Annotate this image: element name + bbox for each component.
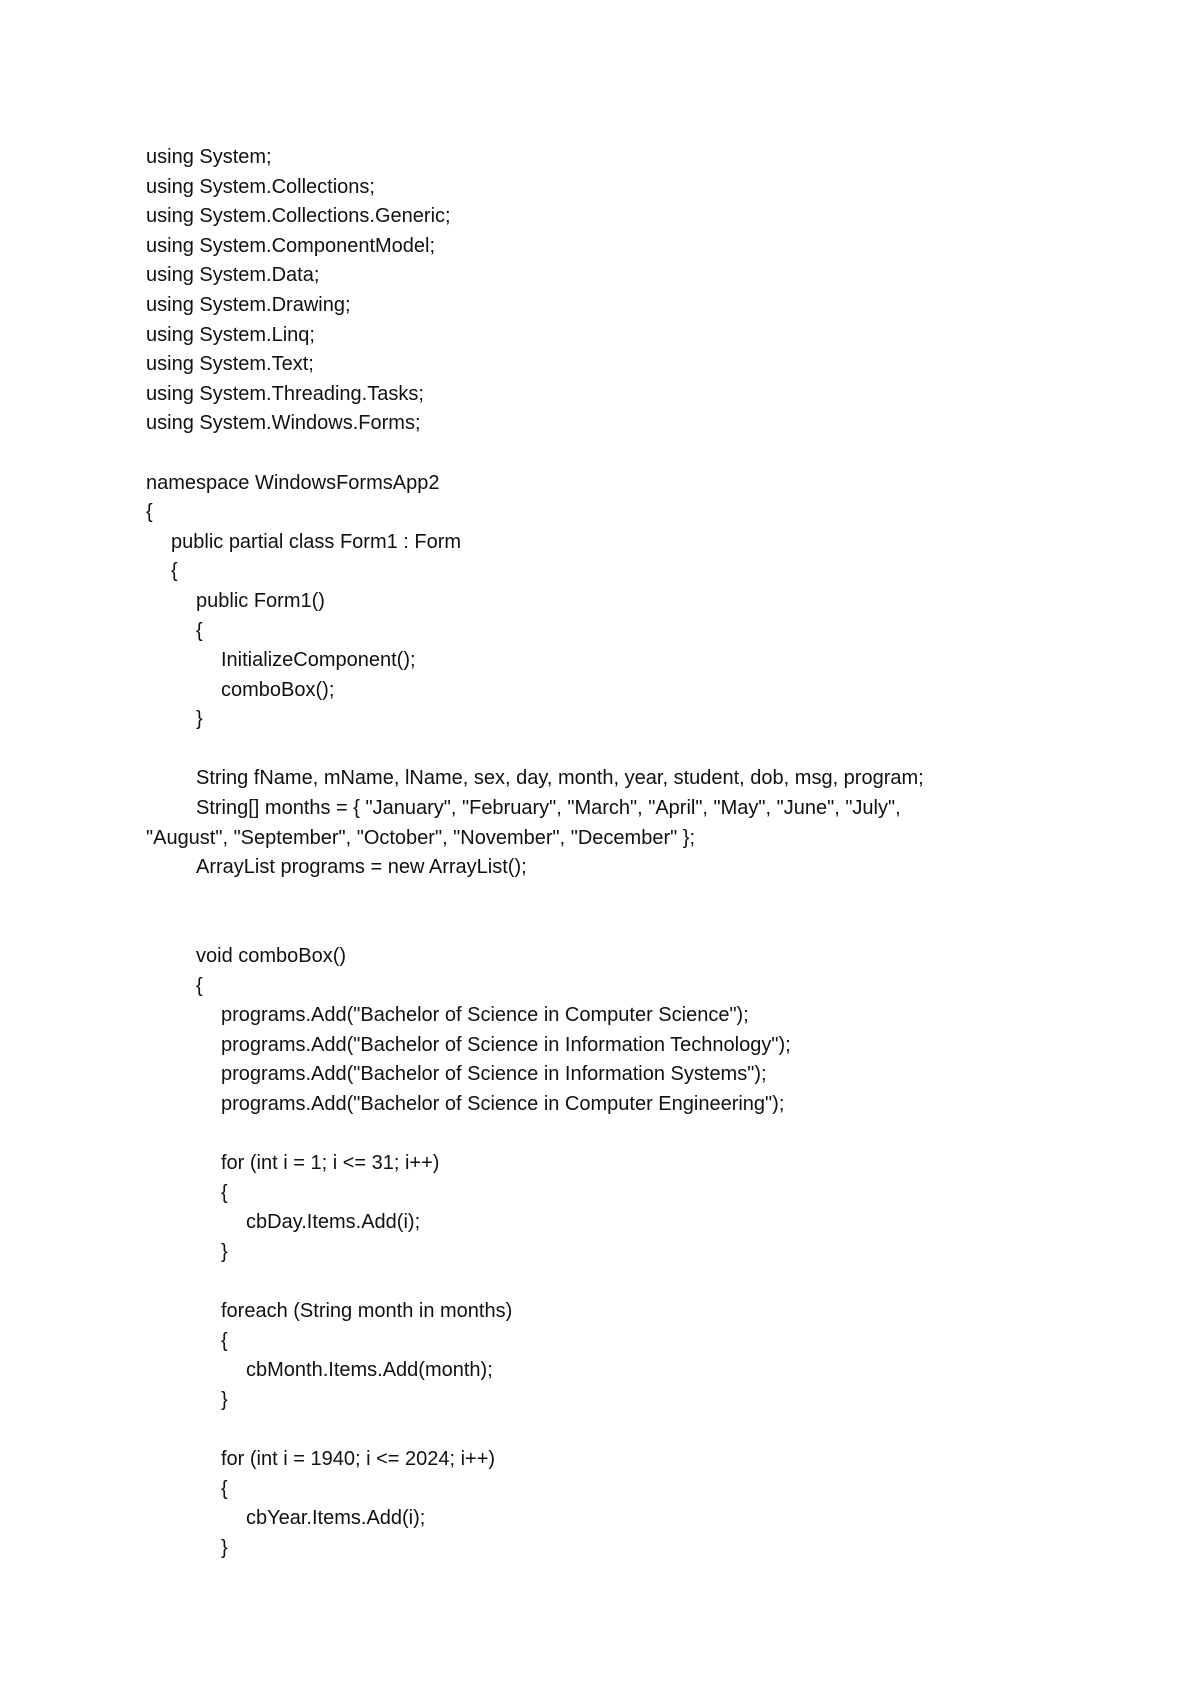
- code-line: [146, 883, 1146, 913]
- code-line: using System.Data;: [146, 264, 320, 287]
- code-line: using System.Linq;: [146, 323, 315, 346]
- code-line: {: [196, 619, 203, 642]
- code-line: }: [221, 1240, 228, 1263]
- code-line: }: [196, 708, 203, 731]
- code-line: String[] months = { "January", "February", "March", "April", "May", "June", "July",: [196, 797, 901, 820]
- code-line: String fName, mName, lName, sex, day, month, year, student, dob, msg, program;: [196, 767, 924, 790]
- code-line: using System.Collections.Generic;: [146, 205, 451, 228]
- code-line: {: [221, 1329, 228, 1352]
- code-line: ArrayList programs = new ArrayList();: [196, 856, 527, 879]
- code-line: programs.Add("Bachelor of Science in Information Technology");: [221, 1033, 791, 1056]
- code-line: programs.Add("Bachelor of Science in Computer Science");: [221, 1004, 749, 1027]
- code-line: for (int i = 1940; i <= 2024; i++): [221, 1448, 496, 1471]
- code-line: using System.ComponentModel;: [146, 234, 436, 257]
- code-line: }: [221, 1388, 228, 1411]
- code-line: comboBox();: [221, 678, 335, 701]
- code-line: cbMonth.Items.Add(month);: [246, 1359, 493, 1382]
- code-line: programs.Add("Bachelor of Science in Computer Engineering");: [221, 1093, 785, 1115]
- code-line: using System.Text;: [146, 353, 314, 376]
- code-line: cbDay.Items.Add(i);: [246, 1211, 421, 1234]
- code-line: public partial class Form1 : Form: [171, 530, 462, 553]
- code-line: InitializeComponent();: [221, 649, 416, 672]
- code-line: [146, 735, 1146, 765]
- code-line: [146, 1120, 1146, 1150]
- code-line: {: [221, 1477, 228, 1500]
- code-line: {: [196, 974, 203, 997]
- code-line: {: [221, 1181, 228, 1204]
- code-line: "August", "September", "October", "November", "December" };: [146, 826, 695, 849]
- code-line: void comboBox(): [196, 945, 347, 968]
- code-line: using System.Drawing;: [146, 293, 351, 316]
- code-line: [146, 1268, 1146, 1298]
- code-line: for (int i = 1; i <= 31; i++): [221, 1152, 440, 1175]
- code-line: using System;: [146, 146, 272, 168]
- code-line: cbYear.Items.Add(i);: [246, 1507, 426, 1530]
- code-line: [146, 912, 1146, 942]
- code-line: namespace WindowsFormsApp2: [146, 471, 440, 494]
- code-line: programs.Add("Bachelor of Science in Information Systems");: [221, 1063, 767, 1086]
- code-line: foreach (String month in months): [221, 1300, 513, 1323]
- code-line: [146, 1416, 1146, 1446]
- code-line: {: [171, 560, 178, 583]
- code-line: public Form1(): [196, 589, 325, 612]
- code-line: using System.Collections;: [146, 175, 375, 198]
- code-listing: [146, 143, 1146, 1564]
- code-line: }: [221, 1536, 228, 1559]
- code-line: [146, 439, 1146, 469]
- code-line: using System.Threading.Tasks;: [146, 382, 424, 405]
- code-line: {: [146, 501, 153, 524]
- code-line: using System.Windows.Forms;: [146, 412, 421, 435]
